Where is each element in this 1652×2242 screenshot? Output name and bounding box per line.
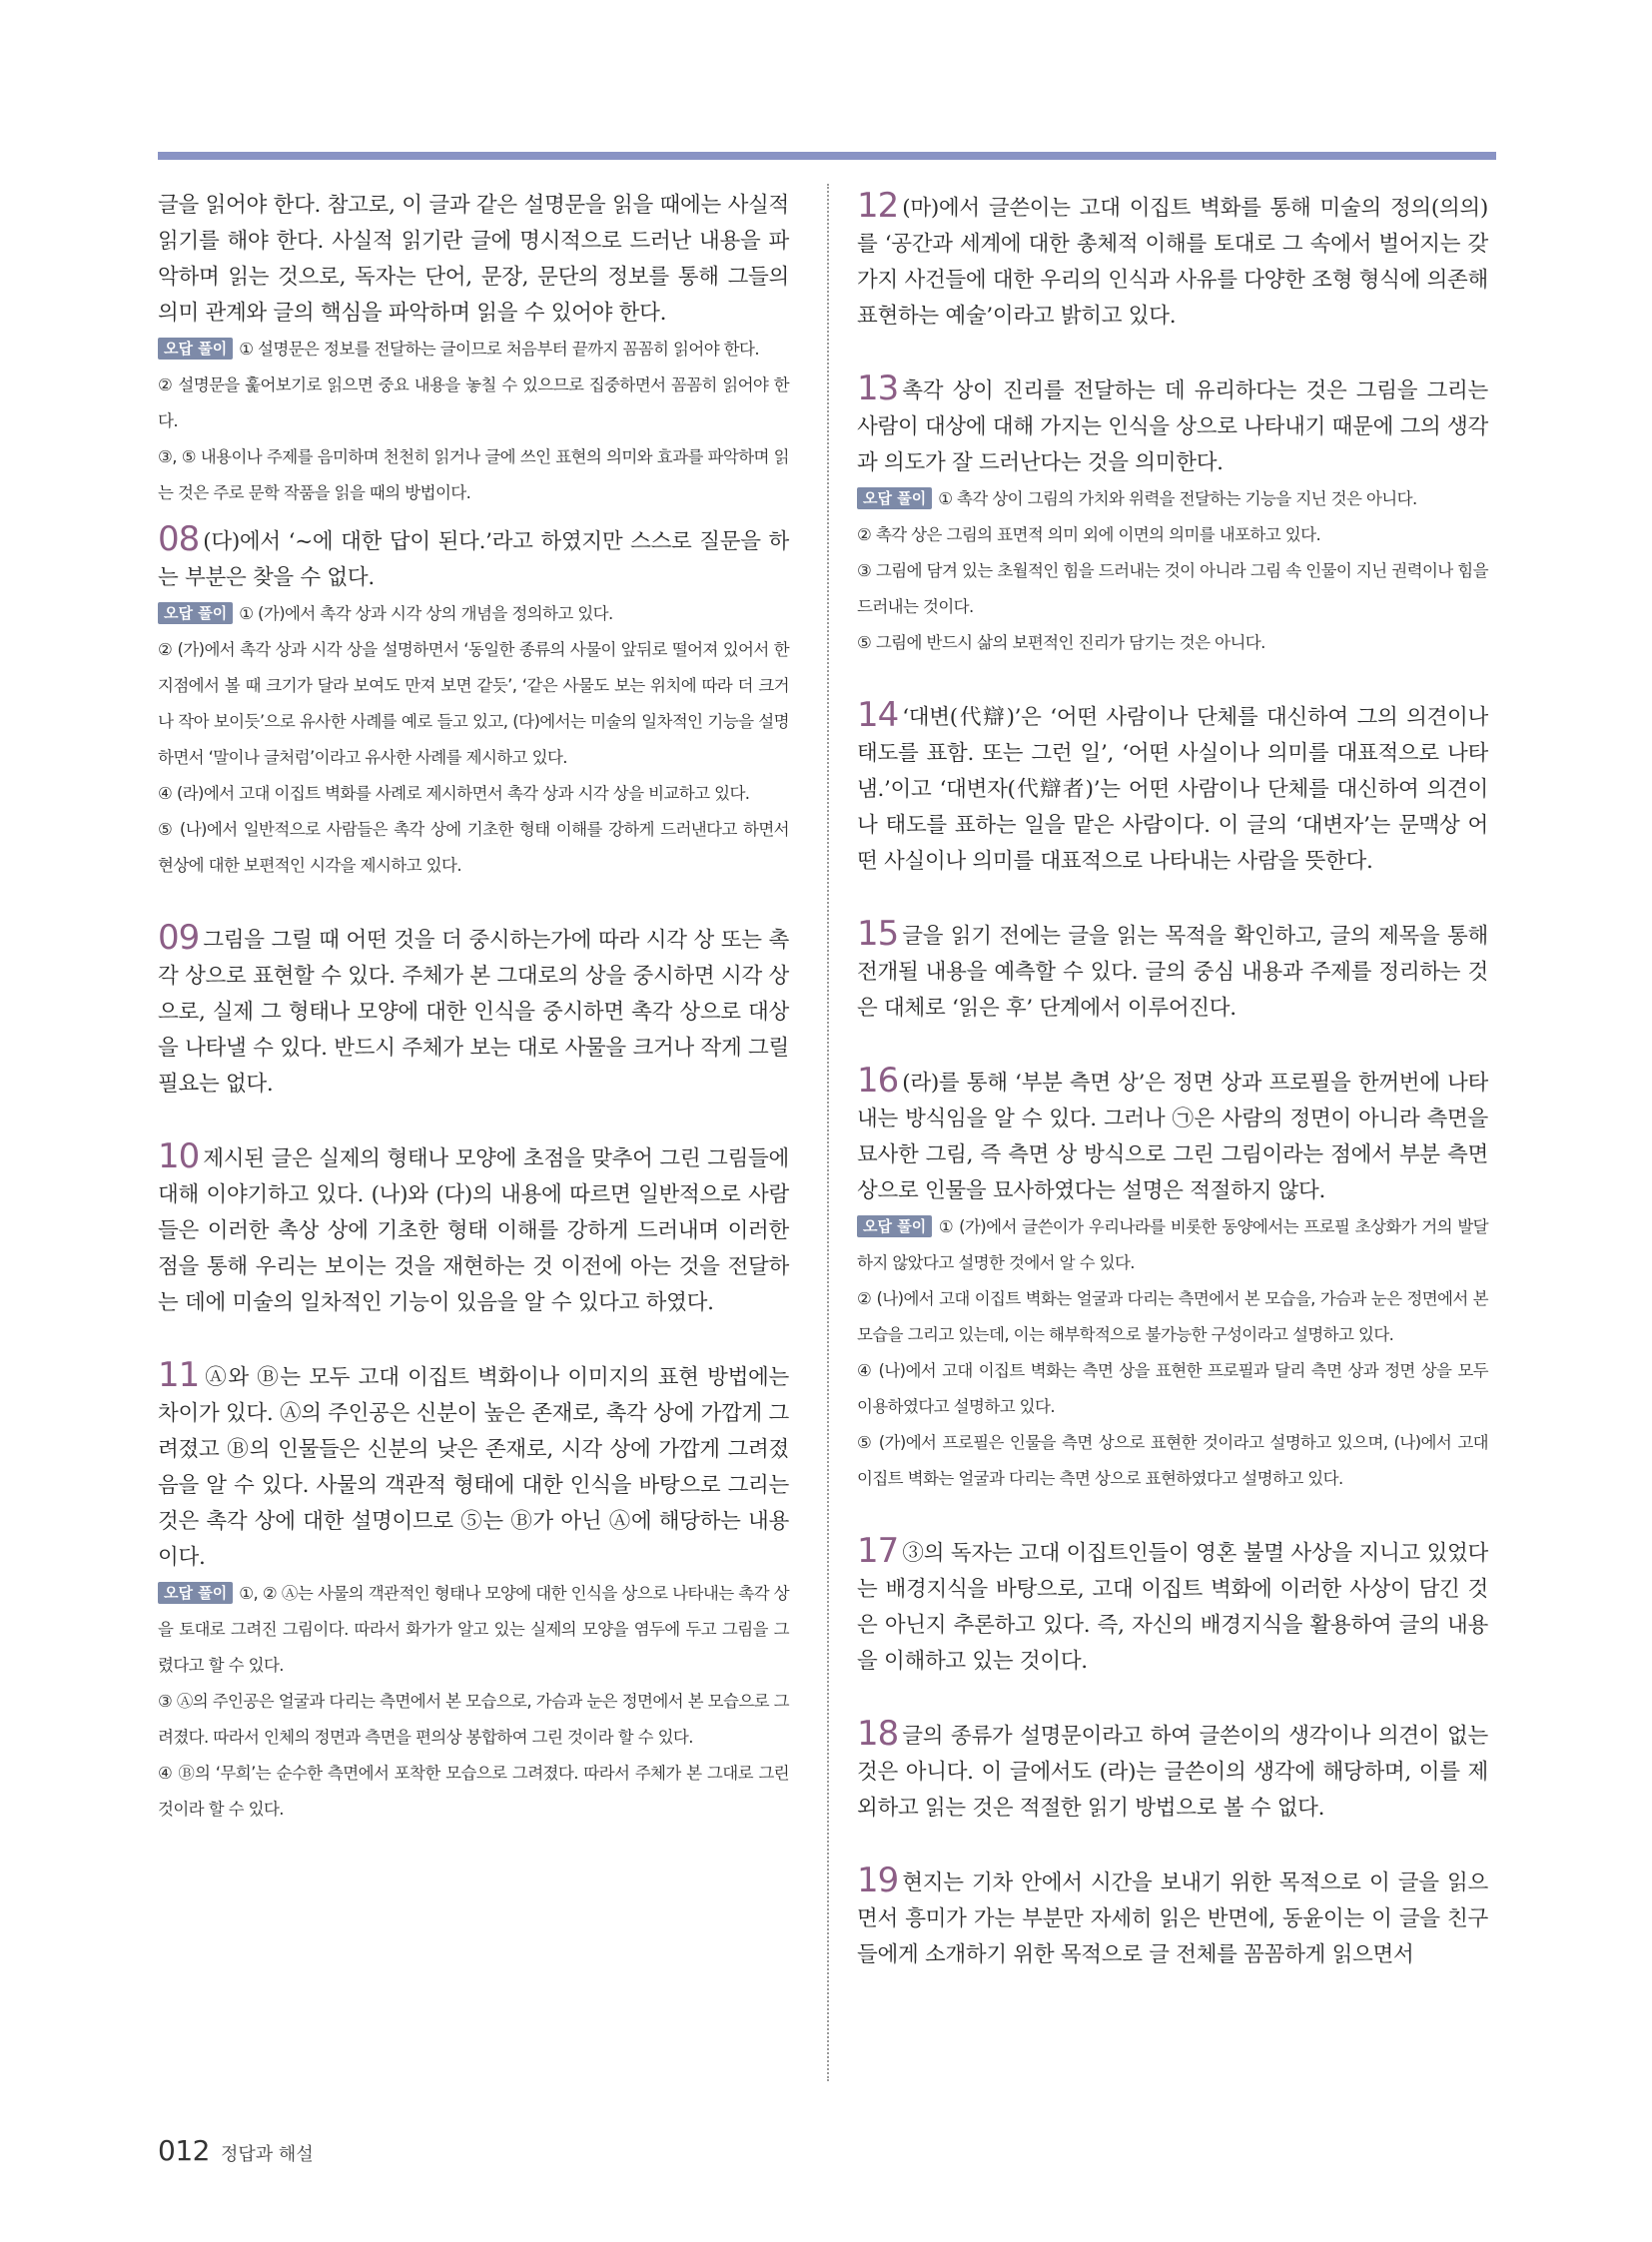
top-rule — [158, 152, 1496, 160]
wrong-answer-badge: 오답 풀이 — [158, 602, 233, 624]
note-text: ④ (나)에서 고대 이집트 벽화는 측면 상을 표현한 프로필과 달리 측면 상과 정면 상을 모두 이용하였다고 설명하고 있다. — [857, 1361, 1488, 1416]
explanation-paragraph — [158, 920, 789, 1103]
question-number: 08 — [158, 519, 200, 559]
note-text: ② (가)에서 촉각 상과 시각 상을 설명하면서 ‘동일한 종류의 사물이 앞뒤로 떨어져 있어서 한 지점에서 볼 때 크기가 달라 보여도 만져 보면 같듯’, ‘같은 사물도 보는 위치에 따라 더 크거나 작아 보이듯’으로 유사한 사례를 예로 들고 있고, (다)에서는 미술의 일차적인 기능을 설명하면서 ‘말이나 글처럼’이라고 유사한 사례를 제시하고 있다. — [158, 640, 789, 767]
question-number: 12 — [857, 186, 899, 226]
question-number: 11 — [158, 1355, 200, 1395]
explanation-text: (마)에서 글쓴이는 고대 이집트 벽화를 통해 미술의 정의(의의)를 ‘공간과 세계에 대한 총체적 이해를 토대로 그 속에서 벌어지는 갖가지 사건들에 대한 우리의 인식과 사유를 다양한 조형 형식에 의존해 표현하는 예술’이라고 밝히고 있다. — [857, 196, 1488, 329]
question-18 — [857, 1716, 1488, 1827]
wrong-answer-note — [158, 1684, 789, 1756]
explanation-text: (라)를 통해 ‘부분 측면 상’은 정면 상과 프로필을 한꺼번에 나타내는 방식임을 알 수 있다. 그러나 ㉠은 사람의 정면이 아니라 측면을 묘사한 그림, 즉 측면 상 방식으로 그린 그림이라는 점에서 부분 측면 상으로 인물을 묘사하였다는 설명은 적절하지 않다. — [857, 1071, 1488, 1203]
question-15 — [857, 916, 1488, 1027]
page-number: 012 — [158, 2134, 210, 2167]
answer-continuation — [158, 188, 789, 511]
explanation-text: Ⓐ와 Ⓑ는 모두 고대 이집트 벽화이나 이미지의 표현 방법에는 차이가 있다. Ⓐ의 주인공은 신분이 높은 존재로, 촉각 상에 가깝게 그려졌고 Ⓑ의 인물들은 신분의 낮은 존재로, 시각 상에 가깝게 그려졌음을 알 수 있다. 사물의 객관적 형태에 대한 인식을 바탕으로 그리는 것은 촉각 상에 대한 설명이므로 ⑤는 Ⓑ가 아닌 Ⓐ에 해당하는 내용이다. — [158, 1365, 789, 1570]
wrong-answer-note — [158, 776, 789, 812]
question-14 — [857, 697, 1488, 880]
wrong-answer-note — [158, 596, 789, 632]
question-09 — [158, 920, 789, 1103]
wrong-answer-note — [158, 632, 789, 776]
wrong-answer-badge: 오답 풀이 — [857, 1215, 932, 1237]
explanation-paragraph — [158, 1138, 789, 1321]
question-number: 17 — [857, 1531, 899, 1571]
explanation-paragraph — [857, 697, 1488, 880]
wrong-answer-badge: 오답 풀이 — [158, 1582, 233, 1604]
explanation-paragraph — [857, 1863, 1488, 1973]
question-19 — [857, 1863, 1488, 1973]
note-text: ① 설명문은 정보를 전달하는 글이므로 처음부터 끝까지 꼼꼼히 읽어야 한다. — [239, 340, 759, 359]
wrong-answer-note — [857, 553, 1488, 625]
note-text: ② 설명문을 훑어보기로 읽으면 중요 내용을 놓칠 수 있으므로 집중하면서 꼼꼼히 읽어야 한다. — [158, 375, 789, 430]
question-12 — [857, 188, 1488, 335]
note-text: ① (가)에서 촉각 상과 시각 상의 개념을 정의하고 있다. — [239, 604, 613, 623]
note-text: ③ Ⓐ의 주인공은 얼굴과 다리는 측면에서 본 모습으로, 가슴과 눈은 정면에서 본 모습으로 그려졌다. 따라서 인체의 정면과 측면을 편의상 봉합하여 그린 것이라 할 수 있다. — [158, 1692, 789, 1747]
question-number: 19 — [857, 1861, 899, 1900]
note-text: ③, ⑤ 내용이나 주제를 음미하며 천천히 읽거나 글에 쓰인 표현의 의미와 효과를 파악하며 읽는 것은 주로 문학 작품을 읽을 때의 방법이다. — [158, 447, 789, 502]
question-number: 15 — [857, 914, 899, 954]
explanation-paragraph — [857, 1716, 1488, 1827]
explanation-paragraph — [857, 1533, 1488, 1680]
wrong-answer-note — [158, 439, 789, 511]
wrong-answer-badge: 오답 풀이 — [158, 338, 233, 360]
explanation-text: 현지는 기차 안에서 시간을 보내기 위한 목적으로 이 글을 읽으면서 흥미가 가는 부분만 자세히 읽은 반면에, 동윤이는 이 글을 친구들에게 소개하기 위한 목적으로 글 전체를 꼼꼼하게 읽으면서 — [857, 1870, 1488, 1967]
wrong-answer-note — [158, 1756, 789, 1828]
question-number: 18 — [857, 1714, 899, 1754]
explanation-text: ‘대변(代辯)’은 ‘어떤 사람이나 단체를 대신하여 그의 의견이나 태도를 표함. 또는 그런 일’, ‘어떤 사실이나 의미를 대표적으로 나타냄.’이고 ‘대변자(代辯者)’는 어떤 사람이나 단체를 대신하여 의견이나 태도를 표하는 일을 맡은 사람이다. 이 글의 ‘대변자’는 문맥상 어떤 사실이나 의미를 대표적으로 나타내는 사람을 뜻한다. — [857, 705, 1488, 874]
wrong-answer-note — [857, 1353, 1488, 1425]
note-text: ①, ② Ⓐ는 사물의 객관적인 형태나 모양에 대한 인식을 상으로 나타내는 촉각 상을 토대로 그려진 그림이다. 따라서 화가가 알고 있는 실제의 모양을 염두에 두고 그림을 그렸다고 할 수 있다. — [158, 1584, 789, 1675]
note-text: ⑤ (가)에서 프로필은 인물을 측면 상으로 표현한 것이라고 설명하고 있으며, (나)에서 고대 이집트 벽화는 얼굴과 다리는 측면 상으로 표현하였다고 설명하고 있다. — [857, 1433, 1488, 1488]
question-number: 10 — [158, 1136, 200, 1176]
note-text: ① 촉각 상이 그림의 가치와 위력을 전달하는 기능을 지닌 것은 아니다. — [938, 489, 1417, 508]
right-column — [857, 188, 1488, 2009]
note-text: ② 촉각 상은 그림의 표면적 의미 외에 이면의 의미를 내포하고 있다. — [857, 525, 1321, 544]
explanation-paragraph — [857, 188, 1488, 335]
note-text: ⑤ (나)에서 일반적으로 사람들은 촉각 상에 기초한 형태 이해를 강하게 드러낸다고 하면서 현상에 대한 보편적인 시각을 제시하고 있다. — [158, 820, 789, 875]
question-08 — [158, 521, 789, 884]
question-10 — [158, 1138, 789, 1321]
question-11 — [158, 1357, 789, 1828]
page-footer — [158, 2134, 314, 2167]
wrong-answer-note — [857, 1425, 1488, 1497]
explanation-text: (다)에서 ‘~에 대한 답이 된다.’라고 하였지만 스스로 질문을 하는 부분은 찾을 수 없다. — [158, 529, 789, 590]
page-footer-title: 정답과 해설 — [221, 2144, 314, 2165]
wrong-answer-badge: 오답 풀이 — [857, 487, 932, 509]
wrong-answer-note — [857, 1281, 1488, 1353]
question-13 — [857, 371, 1488, 661]
wrong-answer-note — [158, 812, 789, 884]
question-number: 16 — [857, 1061, 899, 1101]
question-17 — [857, 1533, 1488, 1680]
note-text: ④ (라)에서 고대 이집트 벽화를 사례로 제시하면서 촉각 상과 시각 상을 비교하고 있다. — [158, 784, 750, 803]
explanation-text: 그림을 그릴 때 어떤 것을 더 중시하는가에 따라 시각 상 또는 촉각 상으로 표현할 수 있다. 주체가 본 그대로의 상을 중시하면 시각 상으로, 실제 그 형태나 모양에 대한 인식을 중시하면 촉각 상으로 대상을 나타낼 수 있다. 반드시 주체가 보는 대로 사물을 크거나 작게 그릴 필요는 없다. — [158, 928, 789, 1097]
column-divider — [827, 184, 829, 2081]
wrong-answer-note — [857, 1209, 1488, 1281]
explanation-text: ③의 독자는 고대 이집트인들이 영혼 불멸 사상을 지니고 있었다는 배경지식을 바탕으로, 고대 이집트 벽화에 이러한 사상이 담긴 것은 아닌지 추론하고 있다. 즉, 자신의 배경지식을 활용하여 글의 내용을 이해하고 있는 것이다. — [857, 1541, 1488, 1674]
explanation-paragraph — [857, 916, 1488, 1027]
explanation-text: 글을 읽어야 한다. 참고로, 이 글과 같은 설명문을 읽을 때에는 사실적 읽기를 해야 한다. 사실적 읽기란 글에 명시적으로 드러난 내용을 파악하며 읽는 것으로, 독자는 단어, 문장, 문단의 정보를 통해 그들의 의미 관계와 글의 핵심을 파악하며 읽을 수 있어야 한다. — [158, 193, 789, 326]
note-text: ③ 그림에 담겨 있는 초월적인 힘을 드러내는 것이 아니라 그림 속 인물이 지닌 권력이나 힘을 드러내는 것이다. — [857, 561, 1488, 616]
wrong-answer-note — [857, 481, 1488, 517]
explanation-paragraph — [158, 521, 789, 596]
wrong-answer-note — [857, 517, 1488, 553]
wrong-answer-note — [158, 368, 789, 439]
question-number: 13 — [857, 369, 899, 408]
note-text: ④ Ⓑ의 ‘무희’는 순수한 측면에서 포착한 모습으로 그려졌다. 따라서 주체가 본 그대로 그린 것이라 할 수 있다. — [158, 1764, 789, 1819]
wrong-answer-note — [158, 1576, 789, 1684]
question-16 — [857, 1063, 1488, 1497]
explanation-paragraph — [158, 1357, 789, 1576]
explanation-text: 글의 종류가 설명문이라고 하여 글쓴이의 생각이나 의견이 없는 것은 아니다. 이 글에서도 (라)는 글쓴이의 생각에 해당하며, 이를 제외하고 읽는 것은 적절한 읽기 방법으로 볼 수 없다. — [857, 1724, 1488, 1821]
explanation-paragraph — [158, 188, 789, 332]
question-number: 09 — [158, 918, 200, 958]
note-text: ① (가)에서 글쓴이가 우리나라를 비롯한 동양에서는 프로필 초상화가 거의 발달하지 않았다고 설명한 것에서 알 수 있다. — [857, 1217, 1488, 1272]
note-text: ② (나)에서 고대 이집트 벽화는 얼굴과 다리는 측면에서 본 모습을, 가슴과 눈은 정면에서 본 모습을 그리고 있는데, 이는 해부학적으로 불가능한 구성이라고 설명하고 있다. — [857, 1289, 1488, 1344]
question-number: 14 — [857, 695, 899, 735]
explanation-paragraph — [857, 1063, 1488, 1209]
explanation-paragraph — [857, 371, 1488, 481]
explanation-text: 제시된 글은 실제의 형태나 모양에 초점을 맞추어 그린 그림들에 대해 이야기하고 있다. (나)와 (다)의 내용에 따르면 일반적으로 사람들은 이러한 촉상 상에 기초한 형태 이해를 강하게 드러내며 이러한 점을 통해 우리는 보이는 것을 재현하는 것 이전에 아는 것을 전달하는 데에 미술의 일차적인 기능이 있음을 알 수 있다고 하였다. — [158, 1146, 789, 1315]
explanation-text: 촉각 상이 진리를 전달하는 데 유리하다는 것은 그림을 그리는 사람이 대상에 대해 가지는 인식을 상으로 나타내기 때문에 그의 생각과 의도가 잘 드러난다는 것을 의미한다. — [857, 378, 1488, 475]
wrong-answer-note — [857, 625, 1488, 661]
left-column — [158, 188, 789, 1864]
explanation-text: 글을 읽기 전에는 글을 읽는 목적을 확인하고, 글의 제목을 통해 전개될 내용을 예측할 수 있다. 글의 중심 내용과 주제를 정리하는 것은 대체로 ‘읽은 후’ 단계에서 이루어진다. — [857, 924, 1488, 1021]
note-text: ⑤ 그림에 반드시 삶의 보편적인 진리가 담기는 것은 아니다. — [857, 633, 1265, 652]
wrong-answer-note — [158, 332, 789, 368]
